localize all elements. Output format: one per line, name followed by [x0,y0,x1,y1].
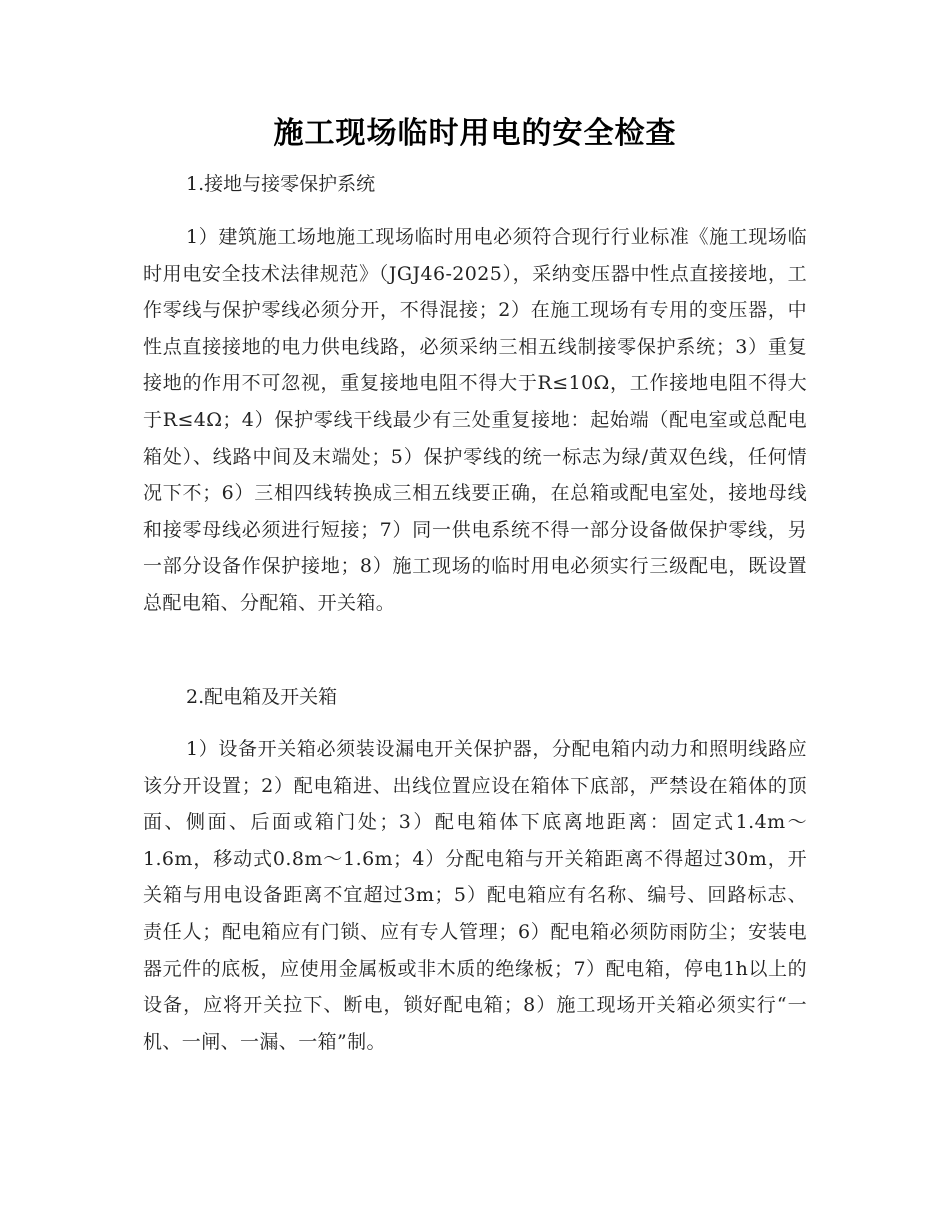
section-body-distribution-box: 1）设备开关箱必须装设漏电开关保护器，分配电箱内动力和照明线路应该分开设置；2）配电箱进、出线位置应设在箱体下底部，严禁设在箱体的顶面、侧面、后面或箱门处；3）配电箱体下底离地距离：固定式1.4m～1.6m，移动式0.8m～1.6m；4）分配电箱与开关箱距离不得超过30m，开关箱与用电设备距离不宜超过3m；5）配电箱应有名称、编号、回路标志、责任人；配电箱应有门锁、应有专人管理；6）配电箱必须防雨防尘；安装电器元件的底板，应使用金属板或非木质的绝缘板；7）配电箱，停电1h以上的设备，应将开关拉下、断电，锁好配电箱；8）施工现场开关箱必须实行“一机、一闸、一漏、一箱”制。 [143,738,807,1053]
section-body-grounding: 1）建筑施工场地施工现场临时用电必须符合现行行业标准《施工现场临时用电安全技术法律规范》（JGJ46-2025），采纳变压器中性点直接接地，工作零线与保护零线必须分开，不得混接；2）在施工现场有专用的变压器，中性点直接接地的电力供电线路，必须采纳三相五线制接零保护系统；3）重复接地的作用不可忽视，重复接地电阻不得大于R≤10Ω，工作接地电阻不得大于R≤4Ω；4）保护零线干线最少有三处重复接地：起始端（配电室或总配电箱处）、线路中间及末端处；5）保护零线的统一标志为绿/黄双色线，任何情况下不；6）三相四线转换成三相五线要正确，在总箱或配电室处，接地母线和接零母线必须进行短接；7）同一供电系统不得一部分设备做保护零线，另一部分设备作保护接地；8）施工现场的临时用电必须实行三级配电，既设置总配电箱、分配箱、开关箱。 [143,226,807,614]
document-title: 施工现场临时用电的安全检查 [273,116,677,151]
section-heading-grounding: 1.接地与接零保护系统 [186,173,376,195]
section-heading-distribution-box: 2.配电箱及开关箱 [186,686,338,708]
